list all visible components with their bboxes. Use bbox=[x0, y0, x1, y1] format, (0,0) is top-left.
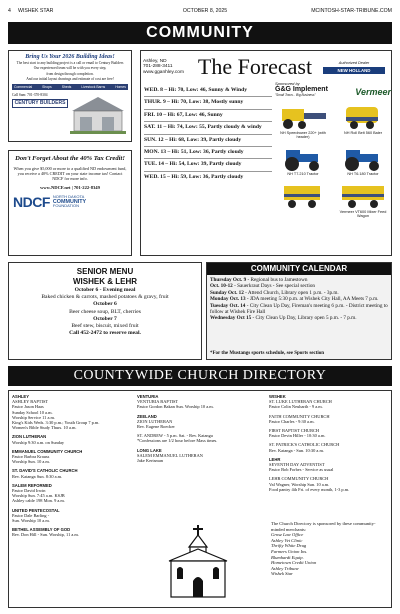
building-ad-text4: And our initial layout drawings and estimate of cost are free! bbox=[26, 77, 114, 82]
church-line: Worship Service 11 a.m. bbox=[12, 414, 56, 420]
church-town: UNITED PENTECOSTAL bbox=[12, 507, 60, 513]
paper-name: WISHEK STAR bbox=[18, 8, 54, 14]
menu-date: October 6 bbox=[93, 301, 117, 308]
church-line: Worship Sun. 7:45 a.m. KSJB bbox=[12, 493, 65, 499]
church-line: Worship Sun. 10 a.m. bbox=[12, 459, 50, 465]
directory-column bbox=[12, 394, 132, 542]
forecast-day: MON. 13 – Hi: 51, Low: 36, Partly cloudy bbox=[144, 147, 272, 159]
category: Sheds bbox=[61, 84, 72, 89]
vermeer-logo: Vermeer bbox=[355, 86, 391, 97]
church-town: SALEM REFORMED bbox=[12, 482, 52, 488]
sponsor-name: Ashley Vet Clinic bbox=[271, 537, 303, 543]
church-entry bbox=[12, 394, 132, 430]
new-holland-logo: NEW HOLLAND bbox=[323, 67, 385, 74]
church-line: *Confessions are 1/2 hour before Mass times. bbox=[137, 438, 218, 444]
church-entry bbox=[137, 448, 265, 464]
calendar-item: Wednesday Oct 15 - City Clean Up Day, Library open 5 p.m. - 7 p.m. bbox=[210, 315, 357, 322]
sponsor-name: Wishek Star bbox=[271, 571, 293, 577]
forecast-sponsors bbox=[275, 81, 391, 218]
church-line: Pastor David Irwin bbox=[12, 488, 46, 494]
menu-meal: Beef stew, biscuit, mixed fruit bbox=[71, 323, 139, 330]
church-line: Pastor Barbra Krauss bbox=[12, 454, 50, 460]
equipment-item bbox=[335, 101, 391, 139]
building-ad-headline: Bring Us Your 2026 Building Ideas! bbox=[25, 54, 115, 60]
authorized-dealer-label: Authorized Dealer bbox=[338, 60, 370, 65]
ndcf-ad[interactable] bbox=[8, 150, 132, 256]
forecast-web[interactable]: www.gganhley.com bbox=[143, 69, 184, 75]
church-entry bbox=[12, 508, 132, 524]
menu-call: Call 452-2472 to reserve meal. bbox=[69, 330, 141, 337]
church-entry bbox=[12, 434, 132, 444]
equipment-item bbox=[335, 142, 391, 176]
directory-sponsors bbox=[271, 521, 387, 577]
church-entry bbox=[12, 527, 132, 537]
equipment-caption: NH Roll Belt 560 Baler bbox=[344, 131, 382, 135]
church-line: Worship 9:30 a.m. on Sunday bbox=[12, 439, 65, 445]
baler-icon bbox=[336, 101, 390, 131]
forecast-location: Ashley, ND bbox=[143, 58, 167, 64]
calendar-title: COMMUNITY CALENDAR bbox=[207, 263, 391, 275]
church-line: SALEM EMMANUEL LUTHERAN bbox=[137, 452, 203, 458]
website-link[interactable]: MCINTOSH-STAR-TRIBUNE.COM bbox=[311, 8, 393, 14]
calendar-item: Monday Oct. 13 - JDA meeting 5:30 p.m. at Wishek City Hall, AA Meets 7 p.m. bbox=[210, 296, 379, 303]
church-entry bbox=[12, 483, 132, 504]
building-ad-text3: from design through completion. bbox=[46, 71, 94, 76]
church-line: King's Kids Weds. 3:30 p.m.; Youth Group 7 p.m. bbox=[12, 420, 100, 426]
swather-icon bbox=[276, 101, 330, 131]
page-number: 4 bbox=[8, 8, 11, 14]
gg-implement-name: G&G Implement bbox=[275, 86, 328, 93]
ndcf-headline: Don't Forget About the 40% Tax Credit! bbox=[15, 155, 125, 162]
ndcf-text: When you give $5,000 or more to a qualified ND endowment fund, you receive a 40% CREDIT on your state income tax! Contact NDCF for more info. bbox=[13, 166, 127, 181]
calendar-item: Tuesday Oct. 14 - City Clean Up Day, Fireman's meeting 6 p.m. - District meeting to follow at Wishek Fire Hall bbox=[210, 302, 388, 316]
forecast-day: SAT. 11 – Hi: 74, Low: 55, Partly cloudy & windy bbox=[144, 122, 272, 134]
forecast-day: TUE. 14 – Hi: 54, Low: 39, Partly cloudy bbox=[144, 159, 272, 171]
building-ad-text1: The best start to any building project is a call or email to Century Builders bbox=[16, 61, 124, 65]
church-line: Val Wagner, Worship Sun. 10 a.m. bbox=[269, 481, 330, 487]
church-entry bbox=[137, 433, 265, 443]
century-builders-logo: CENTURY BUILDERS bbox=[12, 99, 68, 108]
senior-menu bbox=[8, 262, 202, 360]
church-line: Food pantry 4th Fri. of every month, 1-3 p.m. bbox=[269, 486, 350, 492]
church-line: Pastor Dale Barling - bbox=[12, 512, 50, 518]
church-directory bbox=[8, 390, 392, 608]
church-town: VENTURIA bbox=[137, 394, 159, 399]
ndcf-logo-sub2: COMMUNITY bbox=[52, 198, 87, 205]
mixer-wagon-icon bbox=[276, 180, 330, 210]
church-icon bbox=[149, 521, 249, 601]
church-line: Pastor Devin Hiller - 10:30 a.m. bbox=[269, 433, 326, 439]
section-title: COMMUNITY bbox=[8, 22, 392, 44]
calendar-item: Oct. 10-12 - Sauerkraut Days - See special section bbox=[210, 283, 316, 290]
church-entry bbox=[269, 414, 389, 424]
building-categories bbox=[12, 84, 128, 90]
church-entry bbox=[12, 468, 132, 478]
gg-implement-tag: "Small Town... Big Business" bbox=[275, 93, 316, 97]
sponsor-intro: The Church Directory is sponsored by these community-minded merchants: bbox=[271, 521, 376, 532]
directory-column bbox=[137, 394, 265, 467]
forecast-location-block bbox=[143, 59, 187, 75]
sponsor-name: Hometown Credit Union bbox=[271, 560, 317, 566]
tractor-icon bbox=[336, 142, 390, 172]
page-header bbox=[8, 6, 392, 16]
church-line: Sunday School 10 a.m. bbox=[12, 409, 53, 415]
tractor-icon bbox=[276, 142, 330, 172]
category: Commercial bbox=[14, 84, 33, 89]
church-entry bbox=[12, 449, 132, 465]
ndcf-logo-text: NDCF bbox=[13, 194, 50, 210]
church-entry bbox=[269, 476, 389, 492]
building-ad[interactable] bbox=[8, 50, 132, 142]
directory-column bbox=[269, 394, 389, 496]
church-line: SEVENTH DAY ADVENTIST bbox=[269, 462, 325, 468]
church-town: WISHEK bbox=[269, 394, 286, 399]
church-town: LONG LAKE bbox=[137, 447, 162, 453]
forecast-day: WED. 8 – Hi: 70, Low: 46, Sunny & Windy bbox=[144, 85, 272, 97]
directory-title: COUNTYWIDE CHURCH DIRECTORY bbox=[8, 366, 392, 386]
church-town: EMMANUEL COMMUNITY CHURCH bbox=[12, 448, 83, 454]
church-line: Women's Bible Study Thurs. 10 a.m. bbox=[12, 425, 77, 431]
building-ad-text2: Our experienced team will be with you every step, bbox=[33, 66, 107, 71]
forecast-panel bbox=[140, 50, 392, 256]
equipment-item bbox=[275, 142, 331, 176]
church-entry bbox=[137, 414, 265, 430]
church-line: Pastor Gordon Bakan Sun. Worship 10 a.m. bbox=[137, 404, 214, 410]
menu-meal: Beer cheese soup, BLT, cherries bbox=[69, 308, 141, 315]
church-entry bbox=[137, 394, 265, 410]
ndcf-logo-sub3: FOUNDATION bbox=[52, 203, 80, 209]
sponsor-name: Thrifty White Drug bbox=[271, 543, 307, 549]
forecast-phone: 701-288-3411 bbox=[143, 64, 173, 70]
menu-date: October 7 bbox=[93, 315, 117, 322]
church-line: Rev. Katanga - Sun. 10:30 a.m. bbox=[269, 447, 324, 453]
forecast-title: The Forecast bbox=[197, 54, 313, 79]
church-line: Rev. Eugene Roecker bbox=[137, 424, 175, 430]
church-town: ZION LUTHERAN bbox=[12, 434, 47, 440]
equipment-item bbox=[275, 101, 331, 139]
church-line: ZION LUTHERAN bbox=[137, 418, 173, 424]
category: Livestock Barns bbox=[81, 84, 106, 89]
church-line: FAITH COMMUNITY CHURCH bbox=[269, 413, 330, 419]
calendar-item: Sunday Oct. 12 - Attend Church, Library open 1 p.m. - 3p.m. bbox=[210, 289, 339, 296]
gg-implement-logo bbox=[275, 86, 328, 97]
sponsor-name: Blumhardt Equip. bbox=[271, 554, 304, 560]
church-line: ST. LUKE LUTHERAN CHURCH bbox=[269, 399, 332, 405]
church-line: Pastor Jason Haas bbox=[12, 404, 44, 410]
church-line: ASHLEY BAPTIST bbox=[12, 399, 49, 405]
senior-menu-subtitle: WISHEK & LEHR bbox=[73, 277, 137, 286]
church-entry bbox=[269, 442, 389, 452]
church-line: Pastor Bob Forbes - Service as usual bbox=[269, 467, 334, 473]
church-line: VENTURIA BAPTIST bbox=[137, 399, 179, 405]
forecast-day: WED. 15 – Hi: 59, Low: 36, Partly cloudy bbox=[144, 173, 244, 180]
issue-date: OCTOBER 8, 2025 bbox=[182, 8, 228, 14]
sponsor-name: Ashley Tribune bbox=[271, 565, 299, 571]
church-line: LEHR COMMUNITY CHURCH bbox=[269, 476, 329, 482]
church-line: Rev. Don Hill - Sun. Worship, 11 a.m. bbox=[12, 532, 79, 538]
sponsor-name: Grosz Law Office bbox=[271, 532, 304, 538]
equipment-caption: NH T6.180 Tractor bbox=[347, 172, 379, 177]
church-town: ST. DAVID'S CATHOLIC CHURCH bbox=[12, 468, 78, 474]
church-line: ST. ANDREW - 5 p.m. Sat. - Rev. Katanga bbox=[137, 433, 213, 439]
community-calendar bbox=[206, 262, 392, 360]
sponsored-by-label: Sponsored by bbox=[275, 81, 300, 86]
category: Homes bbox=[115, 84, 126, 89]
forecast-day: SUN. 12 – Hi: 68, Low: 39, Partly cloudy bbox=[144, 135, 272, 147]
building-illustration bbox=[68, 93, 128, 135]
church-line: Sun. Worship 10 a.m. bbox=[12, 518, 50, 524]
equipment-item bbox=[335, 180, 391, 218]
senior-menu-title: SENIOR MENU bbox=[76, 267, 134, 276]
church-line: Rev. Katanga Sun. 8:30 a.m. bbox=[12, 473, 63, 479]
category: Shops bbox=[42, 84, 52, 89]
calendar-item: Thursday Oct. 9 - Regional bus to Jamestown bbox=[210, 277, 308, 283]
building-call: Call Sam: 701-370-8304 bbox=[12, 92, 48, 97]
calendar-note: *For the Mustangs sports schedule, see Sports section bbox=[210, 351, 325, 356]
church-line: Pastor Charles - 9:30 a.m. bbox=[269, 418, 315, 424]
equipment-caption: NH Speedrower 220+ (with header) bbox=[280, 131, 326, 140]
church-line: Ashley cable 198 Mon. 9 a.m. bbox=[12, 498, 65, 504]
church-line: Jake Kertsman bbox=[137, 458, 163, 464]
menu-date: October 6 - Evening meal bbox=[74, 287, 136, 293]
ndcf-logo bbox=[13, 194, 127, 210]
church-town: BETHEL ASSEMBLY OF GOD bbox=[12, 527, 71, 533]
church-town: ASHLEY bbox=[12, 394, 29, 399]
church-line: ST. PATRICK'S CATHOLIC CHURCH bbox=[269, 442, 340, 448]
equipment-caption: NH T7.210 Tractor bbox=[287, 172, 319, 177]
ndcf-logo-sub1: NORTH DAKOTA bbox=[52, 194, 85, 200]
equipment-item bbox=[275, 180, 331, 218]
church-entry bbox=[269, 457, 389, 473]
church-entry bbox=[269, 428, 389, 438]
church-entry bbox=[269, 394, 389, 410]
forecast-days bbox=[144, 85, 272, 183]
forecast-day: THUR. 9 – Hi: 70, Low: 38, Mostly sunny bbox=[144, 97, 272, 109]
sponsor-name: Farmers Union Ins. bbox=[271, 548, 308, 554]
church-line: FIRST BAPTIST CHURCH bbox=[269, 428, 320, 434]
church-town: ZEELAND bbox=[137, 413, 157, 419]
ndcf-contact[interactable]: www.NDCF.net | 701-222-8349 bbox=[40, 185, 100, 190]
church-line: Pastor Colin Neuharth - 9 a.m. bbox=[269, 404, 323, 410]
barn-icon bbox=[68, 93, 128, 135]
menu-meal: Baked chicken & carrots, mashed potatoes & gravy, fruit bbox=[41, 294, 169, 301]
feed-wagon-icon bbox=[336, 180, 390, 210]
church-town: LEHR bbox=[269, 456, 281, 462]
forecast-day: FRI. 10 – Hi: 67, Low: 46, Sunny bbox=[144, 110, 272, 122]
equipment-caption: Vermeer VT600 Mixer Feed Wagon bbox=[339, 209, 387, 218]
